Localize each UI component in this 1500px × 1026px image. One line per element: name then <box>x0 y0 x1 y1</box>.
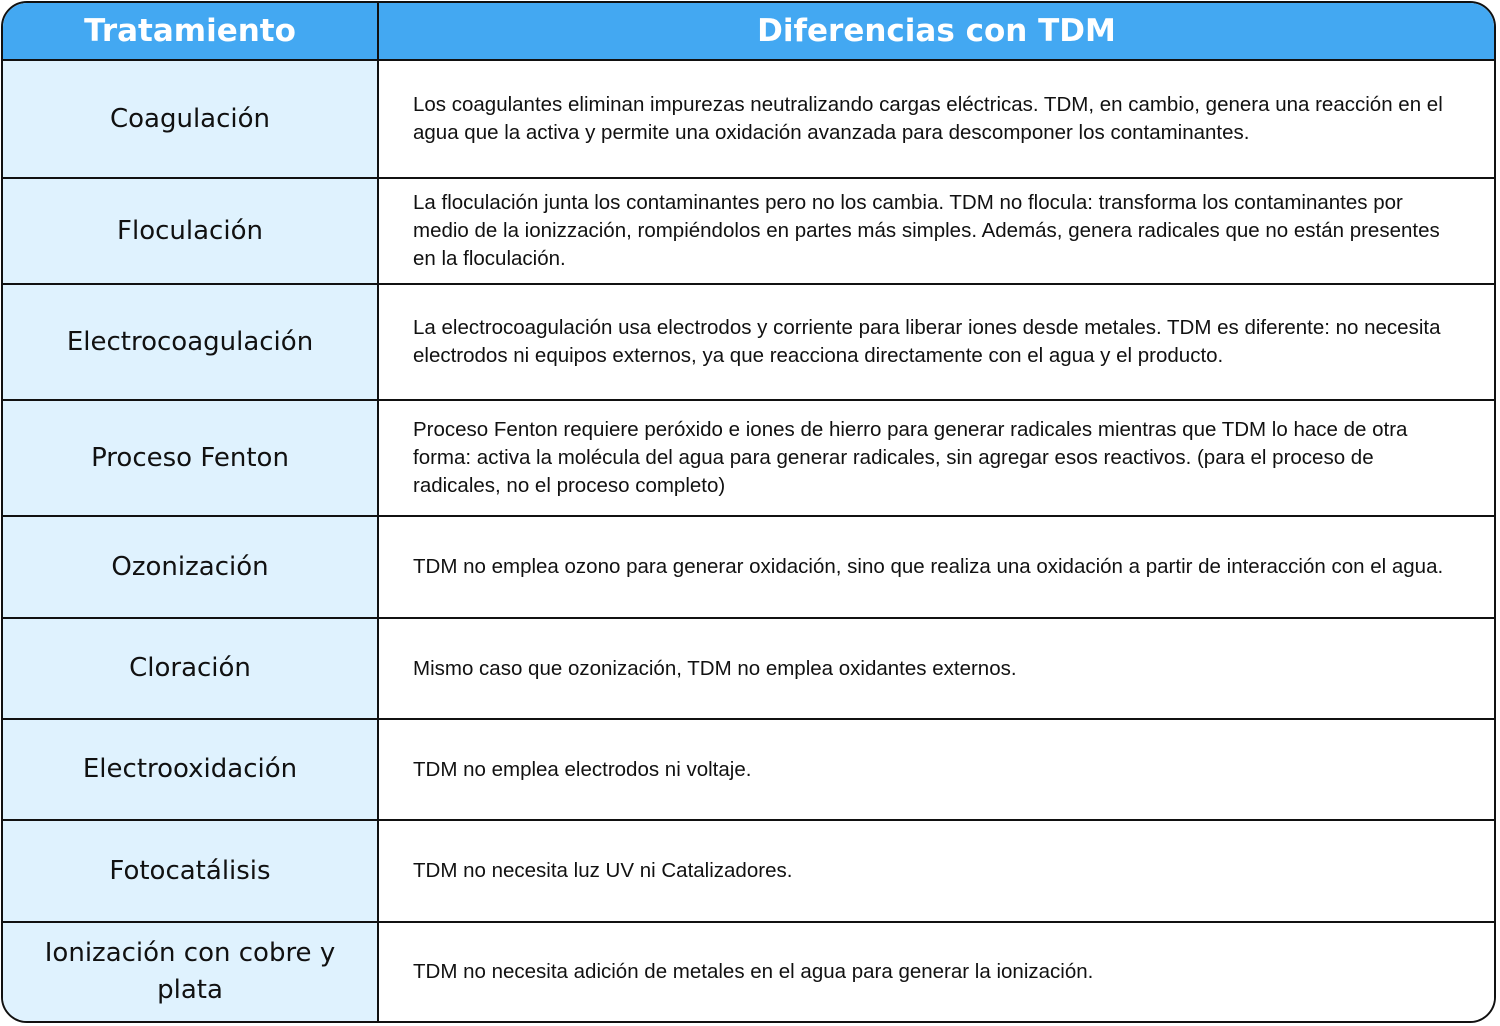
header-treatment: Tratamiento <box>3 3 379 61</box>
row-5-treatment: Ozonización <box>3 517 379 619</box>
row-3-difference: La electrocoagulación usa electrodos y corriente para liberar iones desde metales. TDM es diferente: no necesita electrodos ni equipos externos, ya que reacciona directamente con el agua y el producto. <box>379 285 1494 401</box>
row-9-treatment: Ionización con cobre y plata <box>3 923 379 1021</box>
row-3-treatment: Electrocoagulación <box>3 285 379 401</box>
row-4-difference: Proceso Fenton requiere peróxido e iones de hierro para generar radicales mientras que TDM lo hace de otra forma: activa la molécula del agua para generar radicales, sin agregar esos reactivos. (para el proceso de radicales, no el proceso completo) <box>379 401 1494 517</box>
row-5-difference: TDM no emplea ozono para generar oxidación, sino que realiza una oxidación a partir de interacción con el agua. <box>379 517 1494 619</box>
header-differences: Diferencias con TDM <box>379 3 1494 61</box>
row-7-treatment: Electrooxidación <box>3 720 379 821</box>
row-8-difference: TDM no necesita luz UV ni Catalizadores. <box>379 821 1494 923</box>
comparison-table <box>1 1 1496 1023</box>
row-6-difference: Mismo caso que ozonización, TDM no emplea oxidantes externos. <box>379 619 1494 720</box>
row-1-difference: Los coagulantes eliminan impurezas neutralizando cargas eléctricas. TDM, en cambio, genera una reacción en el agua que la activa y permite una oxidación avanzada para descomponer los contaminantes. <box>379 61 1494 179</box>
row-7-difference: TDM no emplea electrodos ni voltaje. <box>379 720 1494 821</box>
row-9-difference: TDM no necesita adición de metales en el agua para generar la ionización. <box>379 923 1494 1021</box>
table-grid <box>3 3 1494 1021</box>
row-8-treatment: Fotocatálisis <box>3 821 379 923</box>
row-1-treatment: Coagulación <box>3 61 379 179</box>
row-2-treatment: Floculación <box>3 179 379 285</box>
row-6-treatment: Cloración <box>3 619 379 720</box>
row-2-difference: La floculación junta los contaminantes pero no los cambia. TDM no flocula: transforma los contaminantes por medio de la ionizzación, rompiéndolos en partes más simples. Además, genera radicales que no están presentes en la floculación. <box>379 179 1494 285</box>
row-4-treatment: Proceso Fenton <box>3 401 379 517</box>
